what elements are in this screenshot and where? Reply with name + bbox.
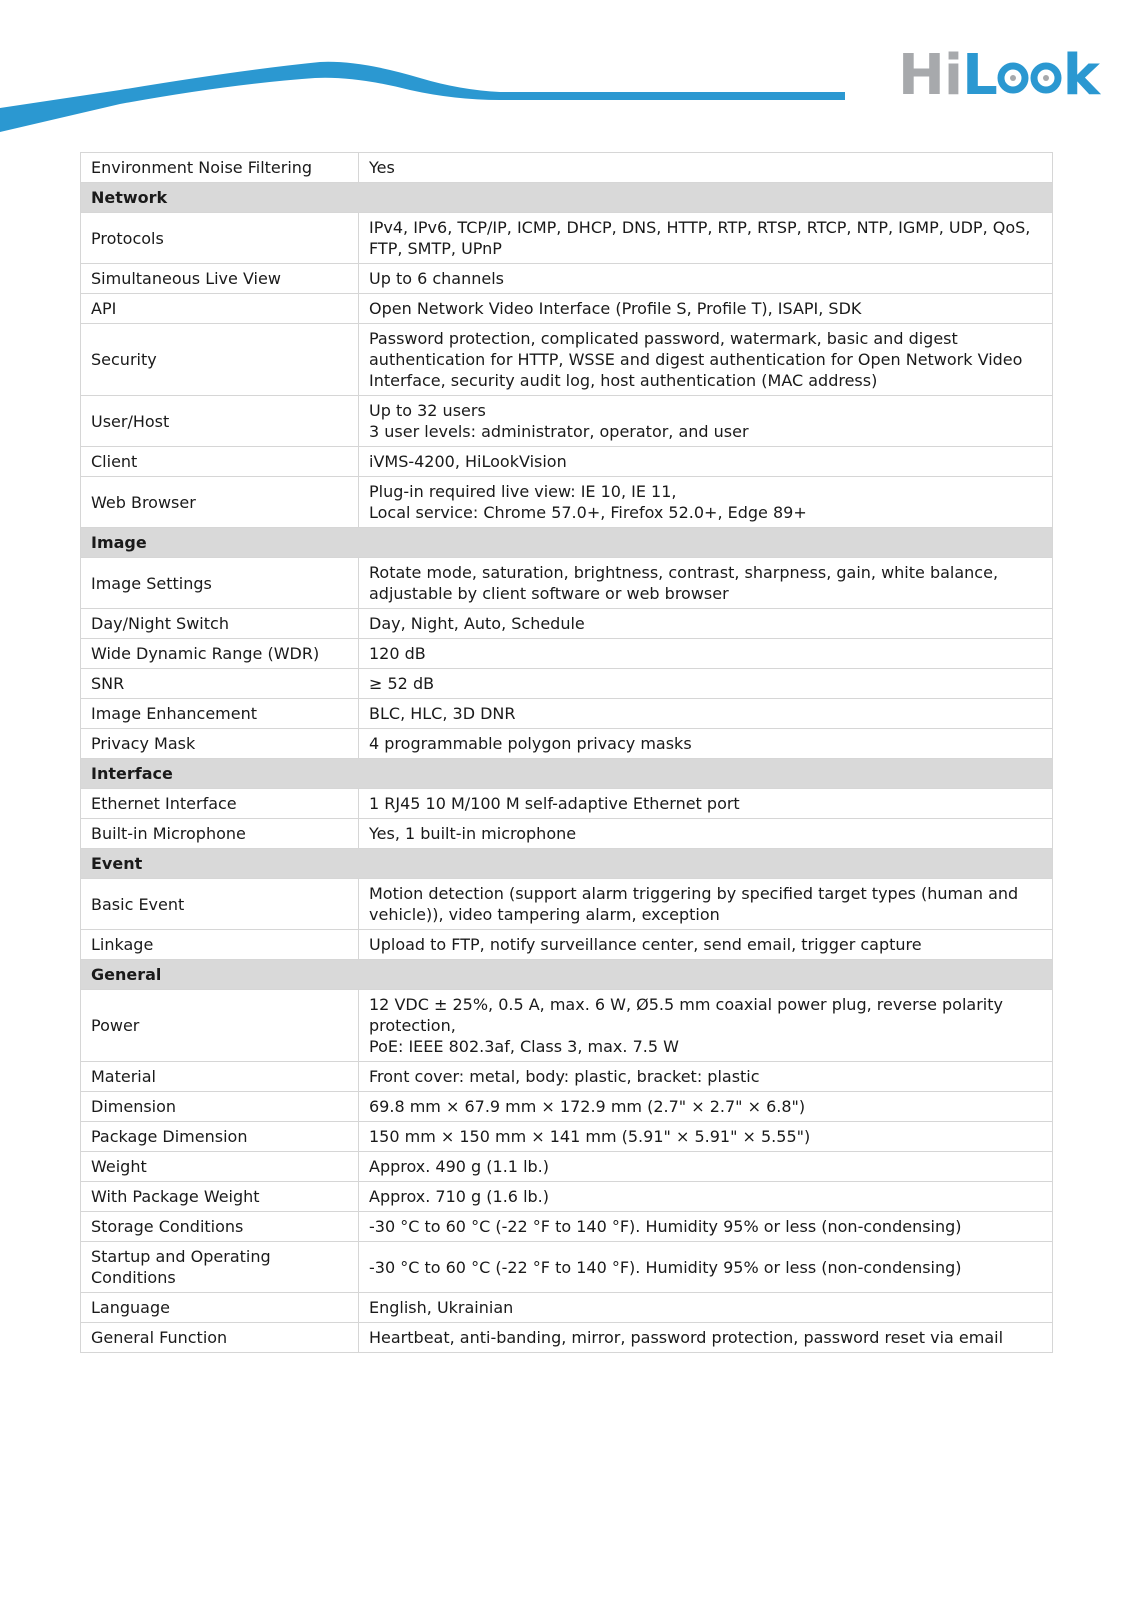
- spec-key: Language: [81, 1293, 359, 1323]
- spec-row: [81, 1212, 1053, 1242]
- spec-row: [81, 396, 1053, 447]
- spec-value: Day, Night, Auto, Schedule: [359, 609, 1053, 639]
- section-header-row: [81, 849, 1053, 879]
- spec-value: Password protection, complicated password, watermark, basic and digest authentication for HTTP, WSSE and digest authentication for Open Network Video Interface, security audit log, host authentication (MAC address): [359, 324, 1053, 396]
- specification-table-body: [81, 153, 1053, 1353]
- spec-key: Built-in Microphone: [81, 819, 359, 849]
- spec-row: [81, 1062, 1053, 1092]
- spec-value: Up to 6 channels: [359, 264, 1053, 294]
- section-title: Interface: [81, 759, 1053, 789]
- spec-key: Power: [81, 990, 359, 1062]
- spec-key: Simultaneous Live View: [81, 264, 359, 294]
- spec-key: API: [81, 294, 359, 324]
- spec-key: Privacy Mask: [81, 729, 359, 759]
- spec-value: 1 RJ45 10 M/100 M self-adaptive Ethernet port: [359, 789, 1053, 819]
- spec-row: [81, 1152, 1053, 1182]
- section-title: Network: [81, 183, 1053, 213]
- logo-k: k: [1062, 43, 1099, 108]
- spec-row: [81, 669, 1053, 699]
- spec-value: Rotate mode, saturation, brightness, contrast, sharpness, gain, white balance, adjustable by client software or web browser: [359, 558, 1053, 609]
- section-title: Image: [81, 528, 1053, 558]
- spec-key: User/Host: [81, 396, 359, 447]
- spec-key: Client: [81, 447, 359, 477]
- spec-key: Dimension: [81, 1092, 359, 1122]
- spec-value: iVMS-4200, HiLookVision: [359, 447, 1053, 477]
- spec-row: [81, 789, 1053, 819]
- spec-row: [81, 213, 1053, 264]
- spec-key: Image Enhancement: [81, 699, 359, 729]
- logo-oo-icon: [997, 54, 1063, 98]
- spec-value: Approx. 490 g (1.1 lb.): [359, 1152, 1053, 1182]
- spec-key: Weight: [81, 1152, 359, 1182]
- spec-row: [81, 879, 1053, 930]
- logo-l: L: [962, 43, 997, 108]
- spec-key: Image Settings: [81, 558, 359, 609]
- spec-row: [81, 699, 1053, 729]
- spec-row: [81, 1182, 1053, 1212]
- section-header-row: [81, 960, 1053, 990]
- spec-value: 69.8 mm × 67.9 mm × 172.9 mm (2.7" × 2.7" × 6.8"): [359, 1092, 1053, 1122]
- spec-row: [81, 477, 1053, 528]
- spec-value: Open Network Video Interface (Profile S, Profile T), ISAPI, SDK: [359, 294, 1053, 324]
- spec-row: [81, 990, 1053, 1062]
- spec-row: [81, 1293, 1053, 1323]
- spec-row: [81, 1242, 1053, 1293]
- spec-row: [81, 1323, 1053, 1353]
- spec-value: Yes: [359, 153, 1053, 183]
- spec-row: [81, 819, 1053, 849]
- spec-value: -30 °C to 60 °C (-22 °F to 140 °F). Humidity 95% or less (non-condensing): [359, 1212, 1053, 1242]
- spec-key: Startup and Operating Conditions: [81, 1242, 359, 1293]
- spec-row: [81, 264, 1053, 294]
- spec-value: Approx. 710 g (1.6 lb.): [359, 1182, 1053, 1212]
- spec-value: 150 mm × 150 mm × 141 mm (5.91" × 5.91" × 5.55"): [359, 1122, 1053, 1152]
- spec-value: 12 VDC ± 25%, 0.5 A, max. 6 W, Ø5.5 mm coaxial power plug, reverse polarity protection, PoE: IEEE 802.3af, Class 3, max. 7.5 W: [359, 990, 1053, 1062]
- spec-key: Material: [81, 1062, 359, 1092]
- section-title: Event: [81, 849, 1053, 879]
- spec-value: 120 dB: [359, 639, 1053, 669]
- spec-value: 4 programmable polygon privacy masks: [359, 729, 1053, 759]
- spec-value: BLC, HLC, 3D DNR: [359, 699, 1053, 729]
- specification-table: [80, 152, 1053, 1353]
- spec-value: ≥ 52 dB: [359, 669, 1053, 699]
- spec-value: English, Ukrainian: [359, 1293, 1053, 1323]
- spec-key: Environment Noise Filtering: [81, 153, 359, 183]
- section-header-row: [81, 528, 1053, 558]
- spec-key: SNR: [81, 669, 359, 699]
- spec-value: Up to 32 users 3 user levels: administrator, operator, and user: [359, 396, 1053, 447]
- spec-row: [81, 558, 1053, 609]
- section-header-row: [81, 183, 1053, 213]
- spec-row: [81, 1122, 1053, 1152]
- spec-key: Web Browser: [81, 477, 359, 528]
- spec-key: With Package Weight: [81, 1182, 359, 1212]
- spec-value: Yes, 1 built-in microphone: [359, 819, 1053, 849]
- spec-row: [81, 294, 1053, 324]
- spec-key: Ethernet Interface: [81, 789, 359, 819]
- spec-value: -30 °C to 60 °C (-22 °F to 140 °F). Humidity 95% or less (non-condensing): [359, 1242, 1053, 1293]
- spec-key: Basic Event: [81, 879, 359, 930]
- spec-value: Plug-in required live view: IE 10, IE 11, Local service: Chrome 57.0+, Firefox 52.0+, Edge 89+: [359, 477, 1053, 528]
- spec-row: [81, 609, 1053, 639]
- logo-hi: Hi: [898, 43, 963, 108]
- spec-key: Wide Dynamic Range (WDR): [81, 639, 359, 669]
- spec-value: Upload to FTP, notify surveillance center, send email, trigger capture: [359, 930, 1053, 960]
- spec-row: [81, 1092, 1053, 1122]
- spec-key: Protocols: [81, 213, 359, 264]
- spec-value: IPv4, IPv6, TCP/IP, ICMP, DHCP, DNS, HTTP, RTP, RTSP, RTCP, NTP, IGMP, UDP, QoS, FTP, SMTP, UPnP: [359, 213, 1053, 264]
- hilook-logo: [898, 43, 1099, 108]
- spec-key: General Function: [81, 1323, 359, 1353]
- spec-key: Day/Night Switch: [81, 609, 359, 639]
- spec-key: Storage Conditions: [81, 1212, 359, 1242]
- header-swoosh-graphic: [0, 0, 860, 140]
- spec-row: [81, 930, 1053, 960]
- spec-row: [81, 729, 1053, 759]
- spec-value: Motion detection (support alarm triggering by specified target types (human and vehicle)), video tampering alarm, exception: [359, 879, 1053, 930]
- spec-value: Front cover: metal, body: plastic, bracket: plastic: [359, 1062, 1053, 1092]
- spec-row: [81, 447, 1053, 477]
- section-title: General: [81, 960, 1053, 990]
- spec-key: Linkage: [81, 930, 359, 960]
- spec-key: Security: [81, 324, 359, 396]
- spec-row: [81, 153, 1053, 183]
- page-header: [0, 0, 1131, 140]
- spec-key: Package Dimension: [81, 1122, 359, 1152]
- spec-row: [81, 639, 1053, 669]
- spec-value: Heartbeat, anti-banding, mirror, password protection, password reset via email: [359, 1323, 1053, 1353]
- spec-row: [81, 324, 1053, 396]
- section-header-row: [81, 759, 1053, 789]
